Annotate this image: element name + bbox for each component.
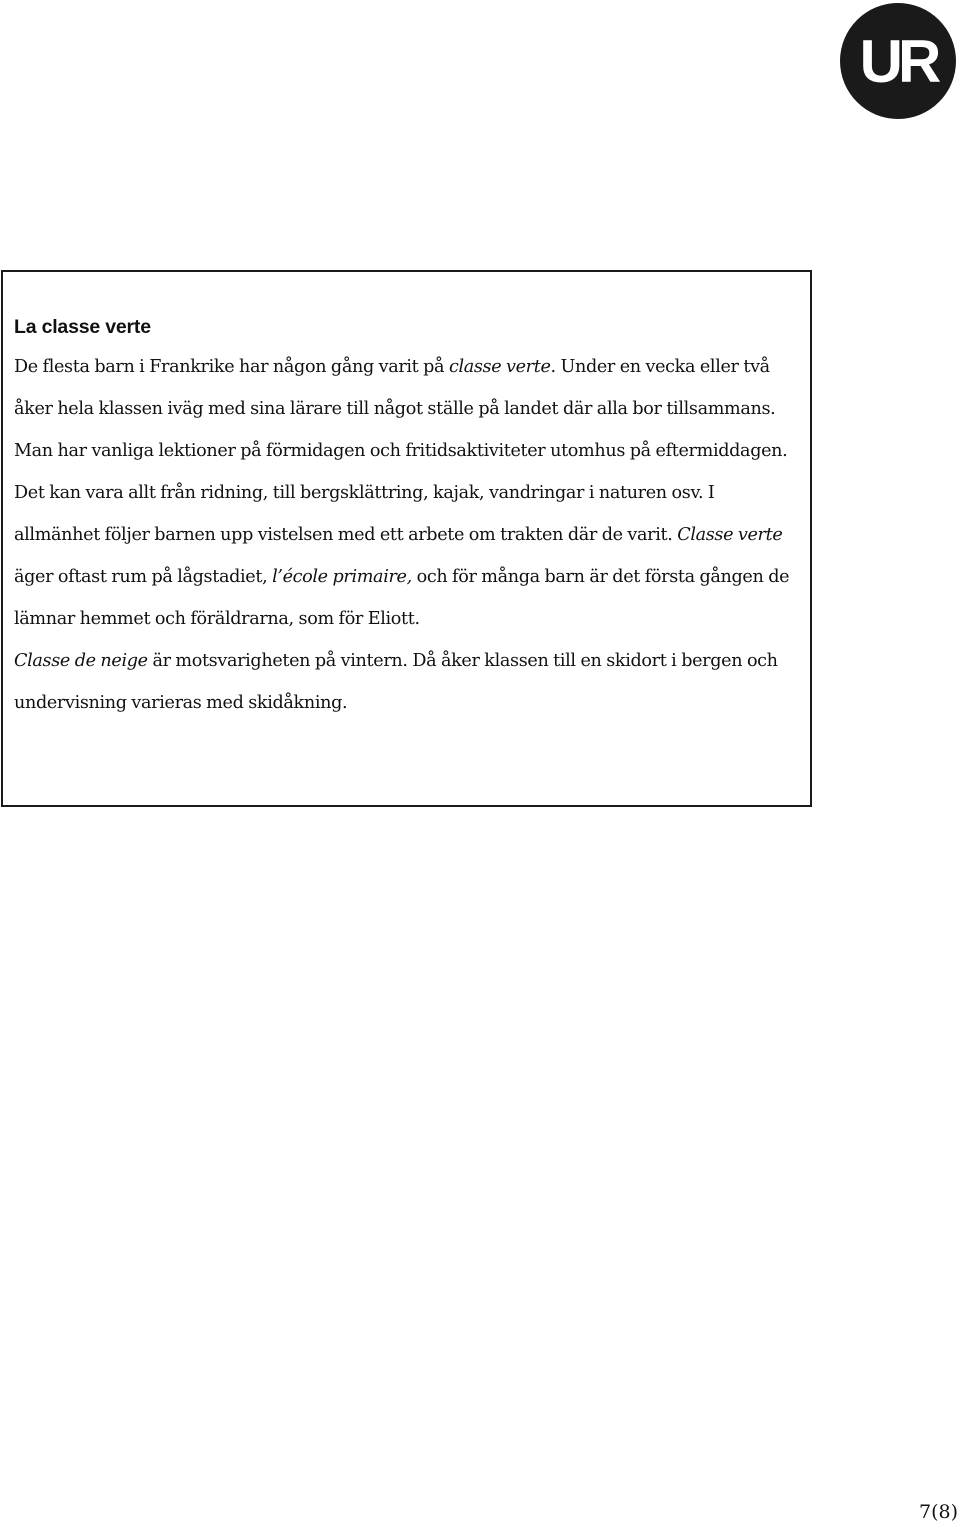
- italic-term: classe verte: [448, 357, 551, 377]
- italic-term: l’école primaire,: [272, 567, 412, 587]
- page-number: 7(8): [918, 1501, 958, 1523]
- text-segment: . Under en vecka eller två åker hela klassen iväg med sina lärare till något ställe på landet där alla bor tillsammans. Man har vanliga lektioner på förmidagen och fritidsaktiviteter utomhus på eftermiddagen. Det kan vara allt från ridning, till bergsklättring, kajak, vandringar i naturen osv. I allmänhet följer barnen upp vistelsen med ett arbete om trakten där de varit.: [14, 357, 788, 545]
- ur-logo-icon: [839, 2, 957, 120]
- paragraph-classe-de-neige: [14, 640, 798, 724]
- svg-text:UR: UR: [859, 28, 937, 95]
- italic-term: Classe verte: [677, 525, 783, 545]
- text-segment: äger oftast rum på lågstadiet,: [14, 567, 273, 587]
- box-heading: La classe verte: [14, 316, 151, 338]
- text-segment: är motsvarigheten på vintern. Då åker klassen till en skidort i bergen och undervisning varieras med skidåkning.: [14, 651, 778, 713]
- text-segment: och för många barn är det första gången de lämnar hemmet och föräldrarna, som för Eliott.: [14, 567, 790, 629]
- ur-logo: [839, 2, 957, 120]
- text-segment: De flesta barn i Frankrike har någon gång varit på: [14, 357, 449, 377]
- paragraph-classe-verte: [14, 346, 798, 640]
- italic-term: Classe de neige: [14, 651, 148, 671]
- info-box: [1, 270, 812, 807]
